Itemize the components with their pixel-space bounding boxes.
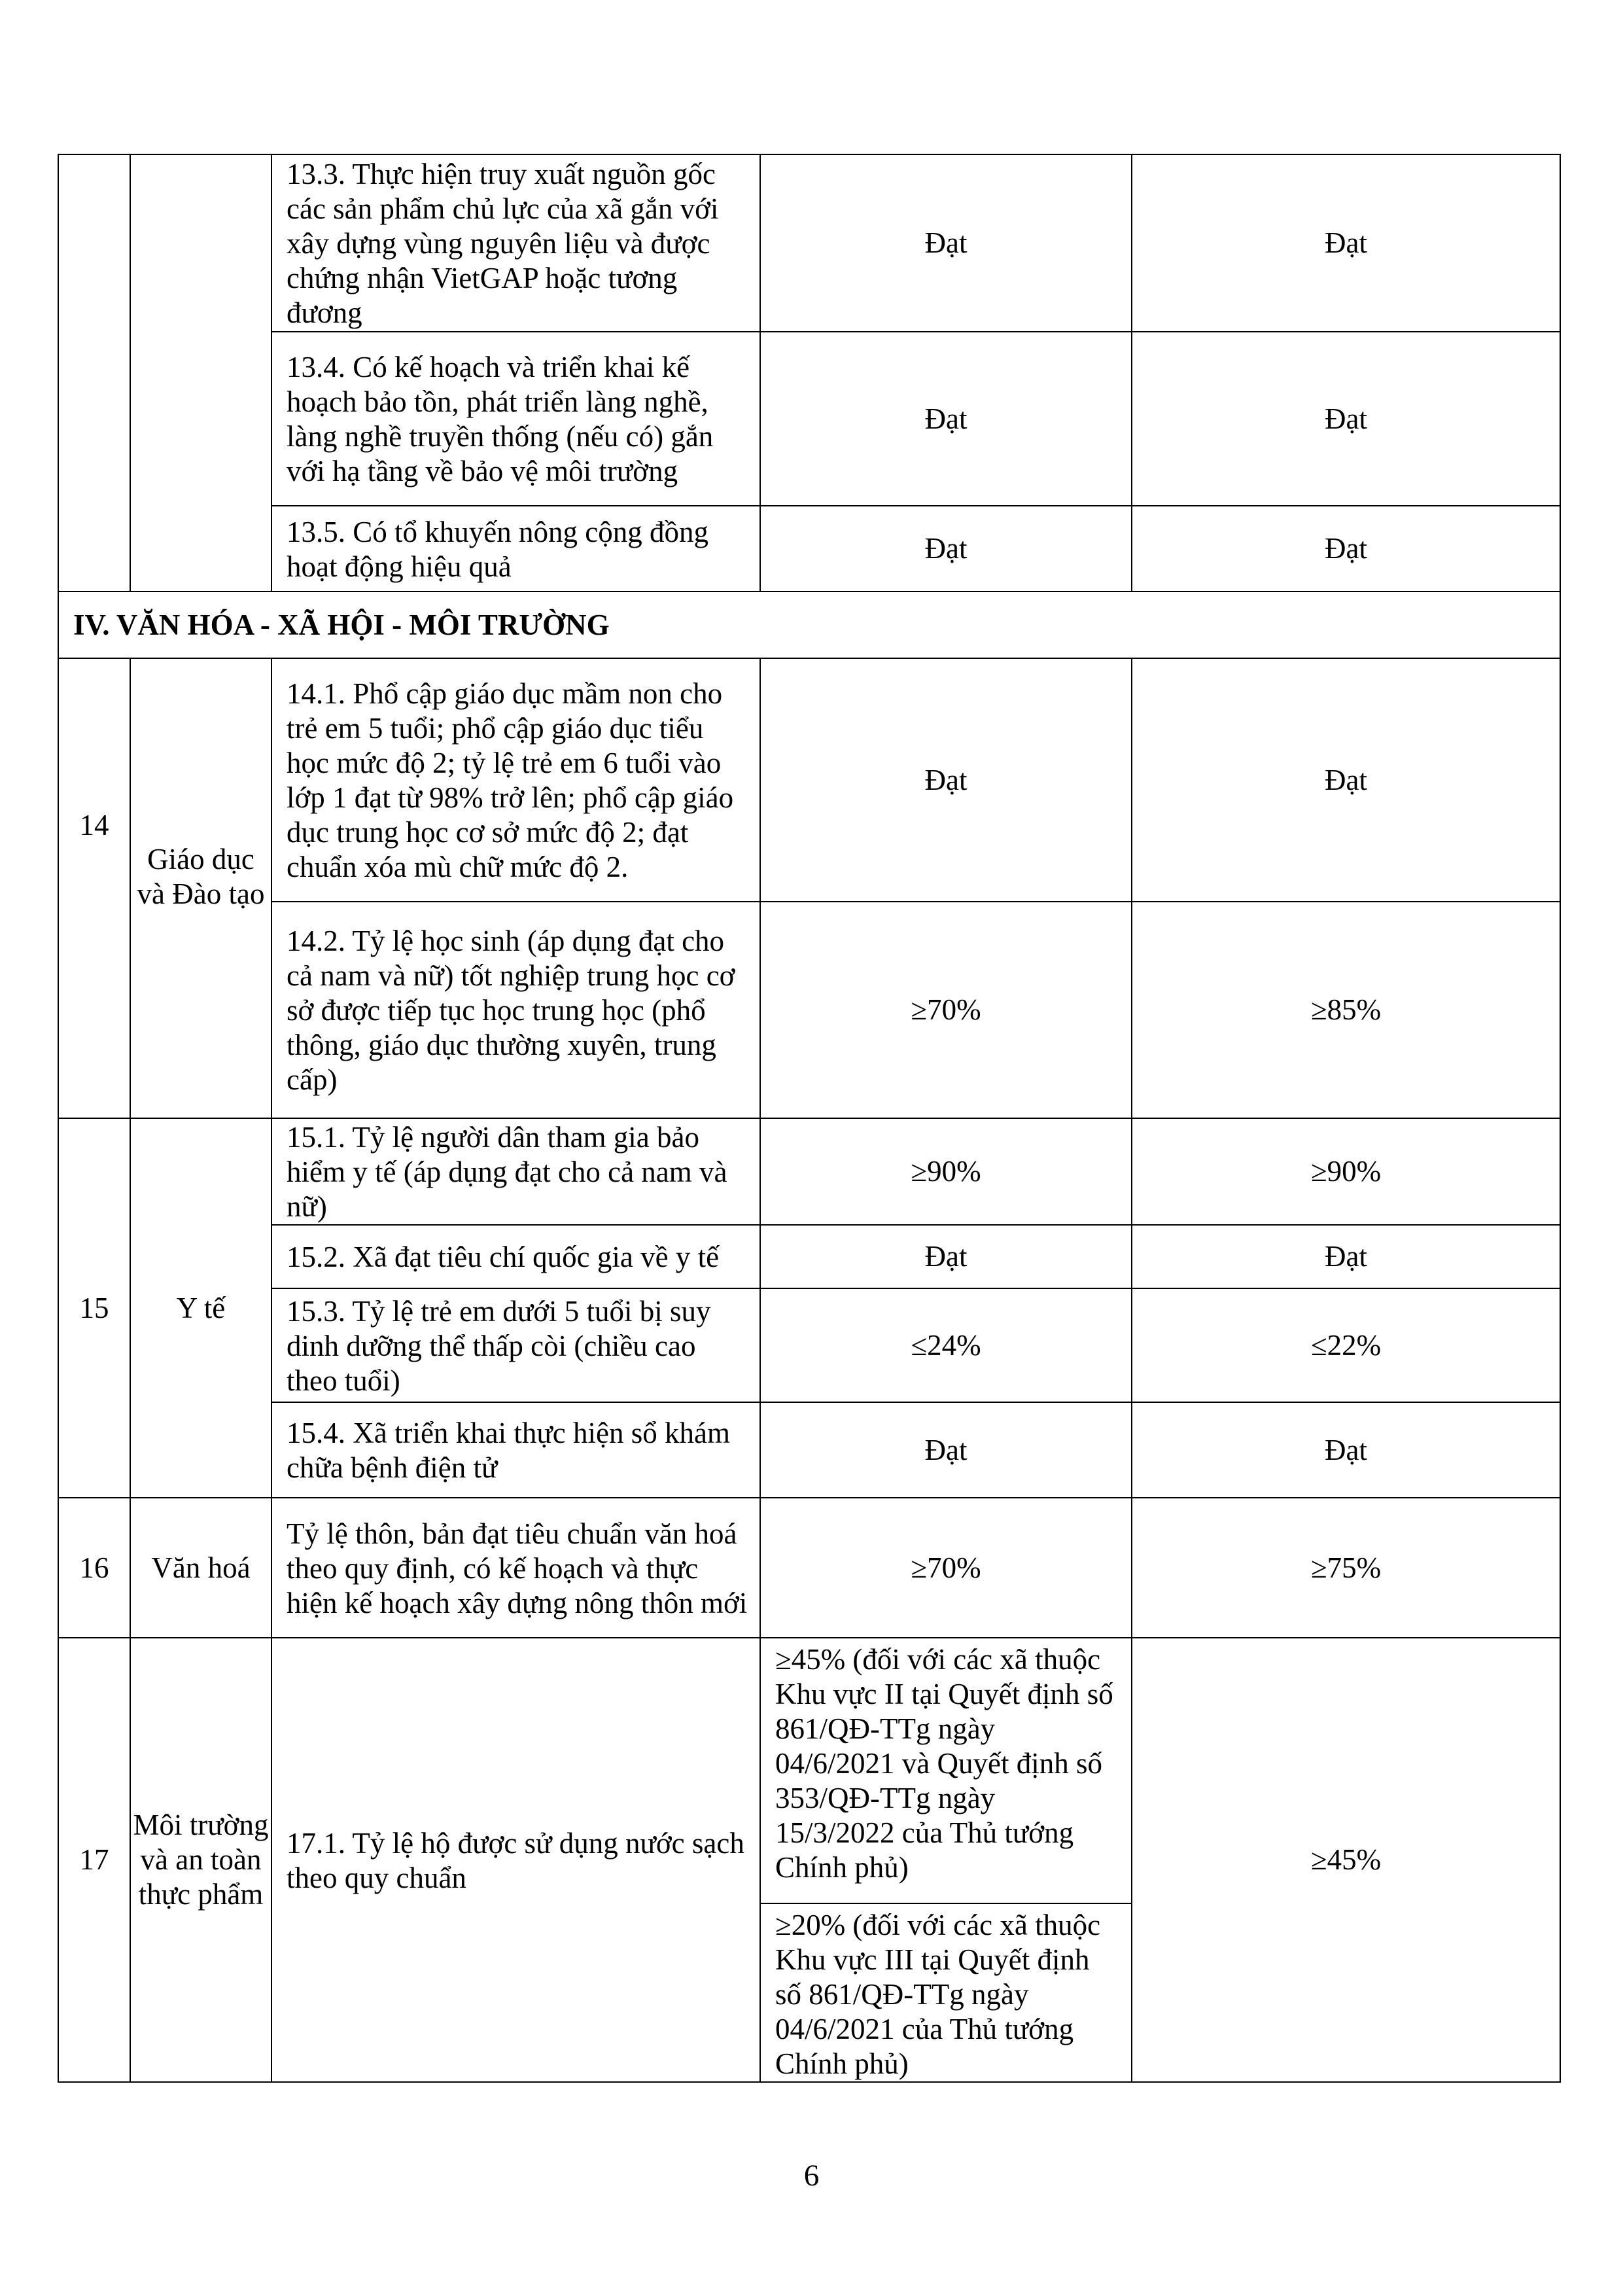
indicator-14-2-target-1: ≥70% [760, 902, 1132, 1118]
page-number: 6 [803, 2159, 820, 2193]
indicator-16-target-2: ≥75% [1132, 1498, 1560, 1638]
criterion-16-number: 16 [58, 1498, 130, 1638]
criterion-16-name: Văn hoá [130, 1498, 271, 1638]
indicator-13-4: 13.4. Có kế hoạch và triển khai kế hoạch bảo tồn, phát triển làng nghề, làng nghề truyền thống (nếu có) gắn với hạ tầng về bảo vệ môi trường [271, 332, 760, 506]
table-row [58, 1288, 1560, 1402]
indicator-17-1: 17.1. Tỷ lệ hộ được sử dụng nước sạch theo quy chuẩn [271, 1638, 760, 2082]
indicator-17-1-target-2: ≥45% [1132, 1638, 1560, 2082]
table-row [58, 902, 1560, 1118]
indicator-16-target-1: ≥70% [760, 1498, 1132, 1638]
indicator-14-1-target-1: Đạt [760, 658, 1132, 902]
indicator-14-2-target-2: ≥85% [1132, 902, 1560, 1118]
indicator-15-1-target-2: ≥90% [1132, 1118, 1560, 1225]
indicator-14-2: 14.2. Tỷ lệ học sinh (áp dụng đạt cho cả nam và nữ) tốt nghiệp trung học cơ sở được tiếp tục học trung học (phổ thông, giáo dục thường xuyên, trung cấp) [271, 902, 760, 1118]
criterion-14-name: Giáo dục và Đào tạo [130, 658, 271, 1118]
indicator-17-1-target-1-region-iii: ≥20% (đối với các xã thuộc Khu vực III tại Quyết định số 861/QĐ-TTg ngày 04/6/2021 của Thủ tướng Chính phủ) [760, 1903, 1132, 2082]
indicator-15-3-target-2: ≤22% [1132, 1288, 1560, 1402]
indicator-13-4-target-1: Đạt [760, 332, 1132, 506]
indicator-13-4-target-2: Đạt [1132, 332, 1560, 506]
criterion-13-number-cell [58, 154, 130, 592]
criterion-14-number: 14 [58, 658, 130, 1118]
indicator-15-4-target-2: Đạt [1132, 1402, 1560, 1498]
table-row [58, 154, 1560, 332]
indicator-15-2-target-2: Đạt [1132, 1225, 1560, 1288]
indicator-13-5-target-2: Đạt [1132, 506, 1560, 592]
criterion-17-number: 17 [58, 1638, 130, 2082]
indicator-15-2-target-1: Đạt [760, 1225, 1132, 1288]
table-row [58, 1225, 1560, 1288]
section-heading-row [58, 592, 1560, 658]
table-row [58, 1118, 1560, 1225]
indicator-15-2: 15.2. Xã đạt tiêu chí quốc gia về y tế [271, 1225, 760, 1288]
indicator-15-3-target-1: ≤24% [760, 1288, 1132, 1402]
criterion-15-number: 15 [58, 1118, 130, 1498]
table-row [58, 658, 1560, 902]
table-row [58, 332, 1560, 506]
indicator-13-3: 13.3. Thực hiện truy xuất nguồn gốc các sản phẩm chủ lực của xã gắn với xây dựng vùng nguyên liệu và được chứng nhận VietGAP hoặc tương đương [271, 154, 760, 332]
criterion-17-name: Môi trường và an toàn thực phẩm [130, 1638, 271, 2082]
indicator-14-1-target-2: Đạt [1132, 658, 1560, 902]
indicator-16: Tỷ lệ thôn, bản đạt tiêu chuẩn văn hoá theo quy định, có kế hoạch và thực hiện kế hoạch xây dựng nông thôn mới [271, 1498, 760, 1638]
indicator-15-1-target-1: ≥90% [760, 1118, 1132, 1225]
indicator-15-1: 15.1. Tỷ lệ người dân tham gia bảo hiểm y tế (áp dụng đạt cho cả nam và nữ) [271, 1118, 760, 1225]
indicator-13-3-target-2: Đạt [1132, 154, 1560, 332]
indicator-13-5-target-1: Đạt [760, 506, 1132, 592]
table-row [58, 1402, 1560, 1498]
indicator-13-3-target-1: Đạt [760, 154, 1132, 332]
criterion-15-name: Y tế [130, 1118, 271, 1498]
indicator-15-4-target-1: Đạt [760, 1402, 1132, 1498]
table-row [58, 506, 1560, 592]
table-row [58, 1638, 1560, 1903]
criterion-13-name-cell [130, 154, 271, 592]
indicator-17-1-target-1-region-ii: ≥45% (đối với các xã thuộc Khu vực II tại Quyết định số 861/QĐ-TTg ngày 04/6/2021 và Quyết định số 353/QĐ-TTg ngày 15/3/2022 của Thủ tướng Chính phủ) [760, 1638, 1132, 1903]
section-iv-heading: IV. VĂN HÓA - XÃ HỘI - MÔI TRƯỜNG [58, 592, 1560, 658]
indicator-14-1: 14.1. Phổ cập giáo dục mầm non cho trẻ em 5 tuổi; phổ cập giáo dục tiểu học mức độ 2; tỷ lệ trẻ em 6 tuổi vào lớp 1 đạt từ 98% trở lên; phổ cập giáo dục trung học cơ sở mức độ 2; đạt chuẩn xóa mù chữ mức độ 2. [271, 658, 760, 902]
indicator-15-4: 15.4. Xã triển khai thực hiện sổ khám chữa bệnh điện tử [271, 1402, 760, 1498]
table-row [58, 1498, 1560, 1638]
criteria-table [58, 154, 1561, 2083]
indicator-15-3: 15.3. Tỷ lệ trẻ em dưới 5 tuổi bị suy dinh dưỡng thể thấp còi (chiều cao theo tuổi) [271, 1288, 760, 1402]
indicator-13-5: 13.5. Có tổ khuyến nông cộng đồng hoạt động hiệu quả [271, 506, 760, 592]
